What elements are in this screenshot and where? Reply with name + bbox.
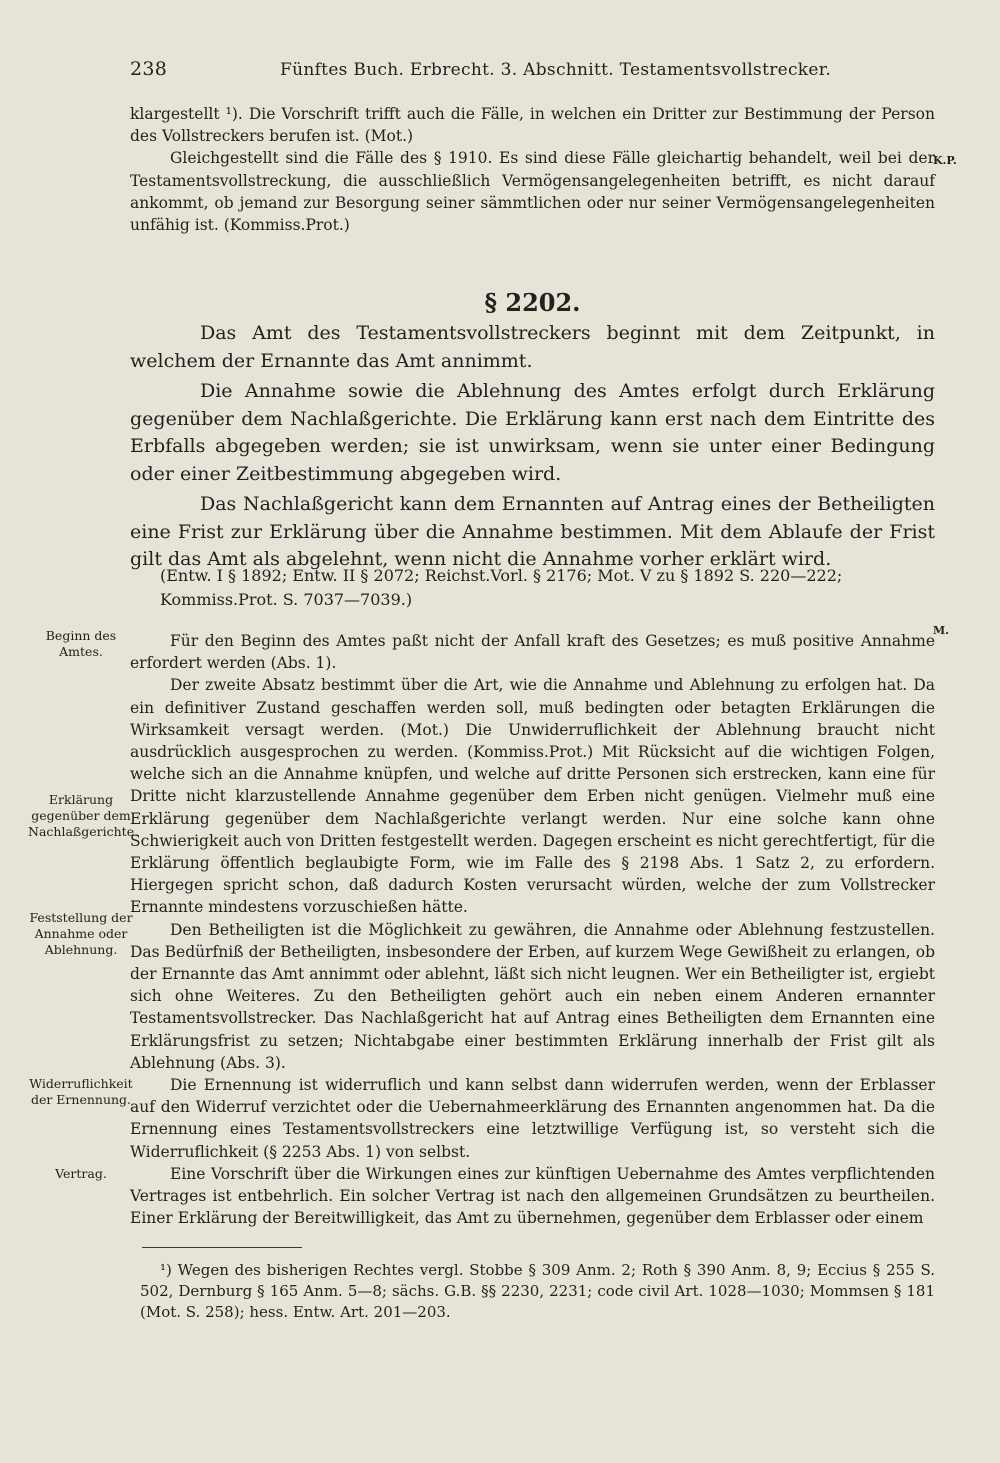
text-paragraph: Gleichgestellt sind die Fälle des § 1910. Es sind diese Fälle gleichartig behandelt, weil bei der Testamentsvollstreckung, die ausschließlich Vermögensangelegenheiten betrifft, es nicht darauf ankommt, ob jemand zur Besorgung seiner sämmtlichen oder nur seiner Vermögensangelegenheiten unfähig ist. (Kommiss.Prot.): [130, 149, 935, 235]
statute-paragraph: Das Nachlaßgericht kann dem Ernannten auf Antrag eines der Betheiligten eine Frist zur Erklärung über die Annahme bestimmen. Mit dem Ablaufe der Frist gilt das Amt als abgelehnt, wenn nicht die Annahme vorher erklärt wird.: [130, 493, 935, 570]
commentary-paragraph: Für den Beginn des Amtes paßt nicht der Anfall kraft des Gesetzes; es muß positive Annahme erfordert werden (Abs. 1).: [130, 632, 935, 673]
running-title: Fünftes Buch. Erbrecht. 3. Abschnitt. Testamentsvollstrecker.: [280, 60, 832, 80]
page-number: 238: [130, 58, 168, 80]
running-header: [130, 58, 930, 80]
statute-text: [130, 320, 935, 577]
source-mark-m: M.: [933, 624, 950, 637]
margin-note-vertrag: Vertrag.: [55, 1166, 107, 1181]
margin-note-beginn: Beginn des Amtes.: [45, 628, 117, 659]
legislative-references: (Entw. I § 1892; Entw. II § 2072; Reichst.Vorl. § 2176; Mot. V zu § 1892 S. 220—222; Kommiss.Prot. S. 7037—7039.): [160, 566, 843, 609]
commentary-paragraph: Die Ernennung ist widerruflich und kann selbst dann widerrufen werden, wenn der Erblasser auf den Widerruf verzichtet oder die Uebernahmeerklärung des Ernannten angenommen hat. Da die Ernennung eines Testamentsvollstreckers eine letztwillige Verfügung ist, so versteht sich die Widerruflichkeit (§ 2253 Abs. 1) von selbst.: [130, 1076, 935, 1161]
margin-note-widerruf: Widerruflichkeit der Ernennung.: [29, 1076, 133, 1107]
margin-note-feststellung: Feststellung der Annahme oder Ablehnung.: [29, 910, 133, 957]
footnote: [140, 1260, 935, 1323]
commentary-paragraph: Eine Vorschrift über die Wirkungen eines zur künftigen Uebernahme des Amtes verpflichtenden Vertrages ist entbehrlich. Ein solcher Vertrag ist nach den allgemeinen Grundsätzen zu beurtheilen. Einer Erklärung der Bereitwilligkeit, das Amt zu übernehmen, gegenüber dem Erblasser oder einem: [130, 1164, 935, 1228]
source-mark-kp: K.P.: [933, 154, 957, 167]
text-paragraph: klargestellt ¹). Die Vorschrift trifft auch die Fälle, in welchen ein Dritter zur Bestimmung der Person des Vollstreckers berufen ist. (Mot.): [130, 105, 935, 146]
continued-text: [130, 103, 935, 236]
commentary-paragraph: Den Betheiligten ist die Möglichkeit zu gewähren, die Annahme oder Ablehnung festzustellen. Das Bedürfniß der Betheiligten, insbesondere der Erben, auf kurzem Wege Gewißheit zu erlangen, ob der Ernannte das Amt annimmt oder ablehnt, läßt sich nicht leugnen. Wer ein Betheiligter ist, ergiebt sich ohne Weiteres. Zu den Betheiligten gehört auch ein neben einem Anderen ernannter Testamentsvollstrecker. Das Nachlaßgericht hat auf Antrag eines Betheiligten dem Ernannten eine Erklärungsfrist zu setzen; Nichtabgabe einer bestimmten Erklärung innerhalb der Frist gilt als Ablehnung (Abs. 3).: [130, 920, 935, 1072]
margin-note-erklaerung: Erklärung gegenüber dem Nachlaßgerichte.: [28, 792, 139, 839]
commentary-paragraph: Der zweite Absatz bestimmt über die Art, wie die Annahme und Ablehnung zu erfolgen hat. Da ein definitiver Zustand geschaffen werden soll, muß bedingten oder betagten Erklärungen die Wirksamkeit versagt werden. (Mot.) Die Unwiderruflichkeit der Ablehnung braucht nicht ausdrücklich ausgesprochen zu werden. (Kommiss.Prot.) Mit Rücksicht auf die wichtigen Folgen, welche sich an die Annahme knüpfen, und welche auf dritte Personen sich erstrecken, kann eine für Dritte nicht klarzustellende Annahme gegenüber dem Erben nicht genügen. Vielmehr muß eine Erklärung gegenüber dem Nachlaßgerichte verlangt werden. Nur eine solche kann ohne Schwierigkeit auch von Dritten festgestellt werden. Dagegen erscheint es nicht gerechtfertigt, für die Erklärung öffentlich beglaubigte Form, wie im Falle des § 2198 Abs. 1 Satz 2, zu erfordern. Hiergegen spricht schon, daß dadurch Kosten verursacht würden, welche der zum Vollstrecker Ernannte mindestens vorzuschießen hätte.: [130, 676, 935, 917]
section-heading: § 2202.: [484, 288, 581, 317]
statute-paragraph: Die Annahme sowie die Ablehnung des Amtes erfolgt durch Erklärung gegenüber dem Nachlaßgerichte. Die Erklärung kann erst nach dem Eintritte des Erbfalls abgegeben werden; sie ist unwirksam, wenn sie unter einer Bedingung oder einer Zeitbestimmung abgegeben wird.: [130, 380, 935, 485]
footnote-divider: [142, 1247, 302, 1248]
statute-paragraph: Das Amt des Testamentsvollstreckers beginnt mit dem Zeitpunkt, in welchem der Ernannte das Amt annimmt.: [130, 322, 935, 372]
footnote-text: ¹) Wegen des bisherigen Rechtes vergl. Stobbe § 309 Anm. 2; Roth § 390 Anm. 8, 9; Eccius § 255 S. 502, Dernburg § 165 Anm. 5—8; sächs. G.B. §§ 2230, 2231; code civil Art. 1028—1030; Mommsen § 181 (Mot. S. 258); hess. Entw. Art. 201—203.: [140, 1261, 935, 1321]
commentary: [130, 630, 935, 1229]
